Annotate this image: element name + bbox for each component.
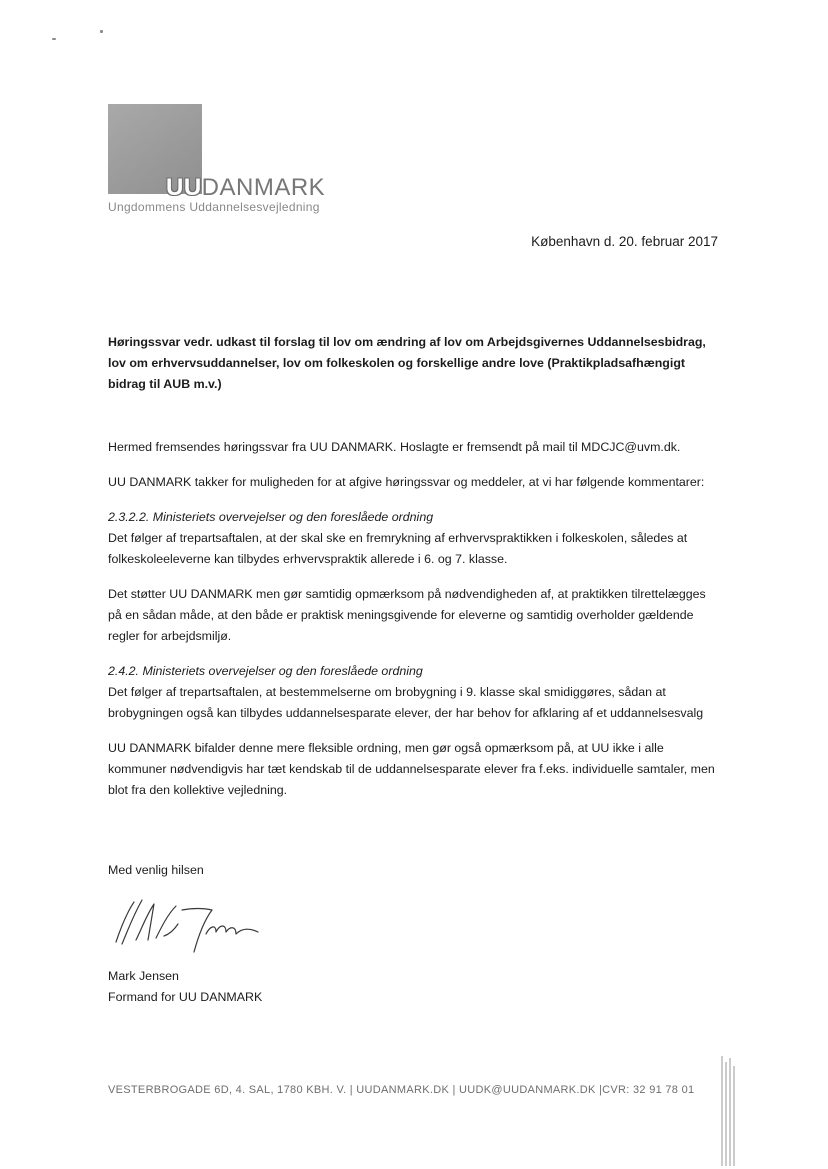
letter-body — [108, 437, 720, 815]
body-paragraph: UU DANMARK takker for muligheden for at afgive høringssvar og meddeler, at vi har følgende kommentarer: — [108, 475, 705, 489]
section-block — [108, 507, 720, 570]
logo-subtitle: Ungdommens Uddannelsesvejledning — [108, 200, 320, 214]
letterhead-footer: VESTERBROGADE 6D, 4. SAL, 1780 KBH. V. | UUDANMARK.DK | UUDK@UUDANMARK.DK |CVR: 32 91 78 01 — [108, 1084, 695, 1096]
handwritten-signature — [112, 890, 272, 962]
body-paragraph: Det støtter UU DANMARK men gør samtidig opmærksom på nødvendigheden af, at praktikken tilrettelægges på en sådan måde, at den både er praktisk meningsgivende for eleverne og samtidig overholder gældende regler for arbejdsmiljø. — [108, 587, 706, 643]
signer-block — [108, 966, 262, 1008]
section-heading: 2.4.2. Ministeriets overvejelser og den foreslåede ordning — [108, 664, 423, 678]
letter-subject: Høringssvar vedr. udkast til forslag til lov om ændring af lov om Arbejdsgivernes Uddannelsesbidrag, lov om erhvervsuddannelser, lov om folkeskolen og forskellige andre love (Praktikpladsafhængigt bidrag til AUB m.v.) — [108, 335, 706, 391]
logo-uu-text: UU — [166, 174, 202, 201]
section-heading: 2.3.2.2. Ministeriets overvejelser og den foreslåede ordning — [108, 510, 434, 524]
closing-greeting: Med venlig hilsen — [108, 863, 204, 877]
scan-speck — [100, 30, 103, 33]
signer-name: Mark Jensen — [108, 969, 179, 983]
scan-speck — [52, 38, 56, 40]
logo-wordmark — [166, 174, 325, 202]
scan-edge-lines — [718, 1056, 738, 1166]
signer-title: Formand for UU DANMARK — [108, 990, 263, 1004]
body-paragraph: Hermed fremsendes høringssvar fra UU DANMARK. Hoslagte er fremsendt på mail til MDCJC@uvm.dk. — [108, 440, 681, 454]
uu-danmark-logo — [108, 104, 338, 216]
section-text: Det følger af trepartsaftalen, at bestemmelserne om brobygning i 9. klasse skal smidiggøres, sådan at brobygningen også kan tilbydes uddannelsesparate elever, der har behov for afklaring af et uddannelsesvalg — [108, 685, 704, 720]
section-text: Det følger af trepartsaftalen, at der skal ske en fremrykning af erhvervspraktikken i folkeskolen, således at folkeskoleeleverne kan tilbydes erhvervspraktik allerede i 6. og 7. klasse. — [108, 531, 688, 566]
body-paragraph: UU DANMARK bifalder denne mere fleksible ordning, men gør også opmærksom på, at UU ikke i alle kommuner nødvendigvis har tæt kendskab til de uddannelsesparate elever fra f.eks. individuelle samtaler, men blot fra den kollektive vejledning. — [108, 741, 715, 797]
letter-date: København d. 20. februar 2017 — [531, 234, 718, 249]
logo-danmark-text: DANMARK — [201, 174, 326, 201]
section-block — [108, 661, 720, 724]
